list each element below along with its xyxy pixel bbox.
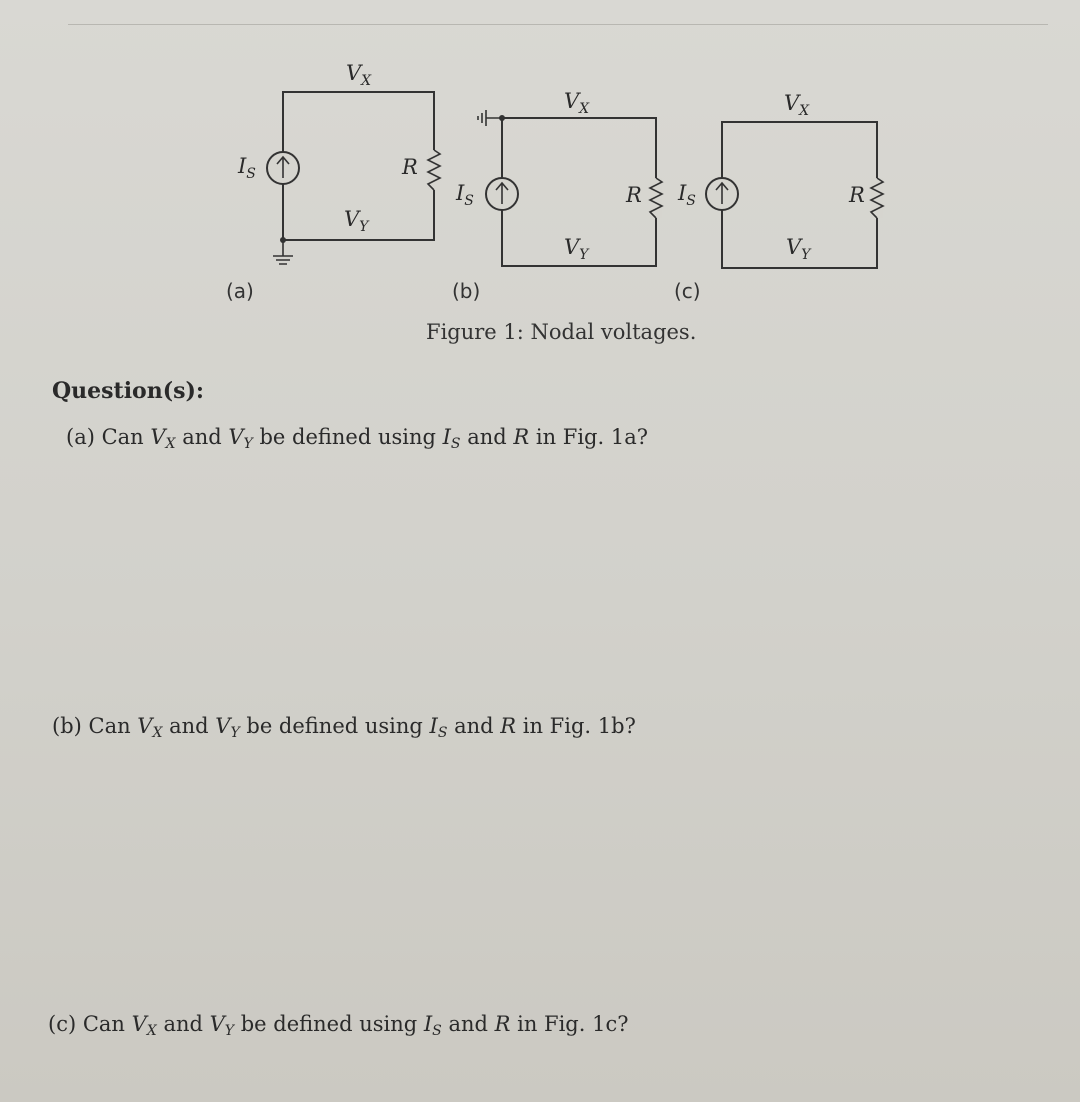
questions-heading: Question(s): — [52, 378, 205, 404]
figure-caption: Figure 1: Nodal voltages. — [426, 320, 697, 344]
vx-label-b: $V_X$ — [564, 89, 590, 117]
r-label-b: R — [626, 183, 642, 207]
is-label-b: $I_S$ — [456, 181, 474, 209]
vy-label-a: $V_Y$ — [344, 207, 369, 235]
r-label-a: R — [402, 155, 418, 179]
question-a: (a) Can $V_X$ and $V_Y$ be defined using $I_S$ and R in Fig. 1a? — [66, 425, 648, 452]
is-label-a: $I_S$ — [238, 154, 256, 182]
resistor-c-gap — [871, 178, 883, 218]
circuit-b — [452, 89, 662, 303]
vx-label-a: $V_X$ — [346, 61, 372, 89]
figure-1-circuits — [0, 0, 1080, 320]
question-b: (b) Can $V_X$ and $V_Y$ be defined using $I_S$ and R in Fig. 1b? — [52, 714, 636, 741]
ground-b-icon — [478, 110, 502, 126]
sublabel-a: (a) — [226, 279, 254, 303]
is-label-c: $I_S$ — [678, 181, 696, 209]
ground-a-icon — [273, 240, 293, 264]
r-label-c: R — [849, 183, 865, 207]
vy-label-b: $V_Y$ — [564, 235, 589, 263]
resistor-a-gap — [428, 150, 440, 190]
resistor-b-gap — [650, 178, 662, 218]
circuit-a — [226, 61, 440, 303]
sublabel-b: (b) — [452, 279, 481, 303]
vy-label-c: $V_Y$ — [786, 235, 811, 263]
circuit-c — [674, 91, 883, 303]
sublabel-c: (c) — [674, 279, 701, 303]
vx-label-c: $V_X$ — [784, 91, 810, 119]
question-c: (c) Can $V_X$ and $V_Y$ be defined using $I_S$ and R in Fig. 1c? — [48, 1012, 629, 1039]
